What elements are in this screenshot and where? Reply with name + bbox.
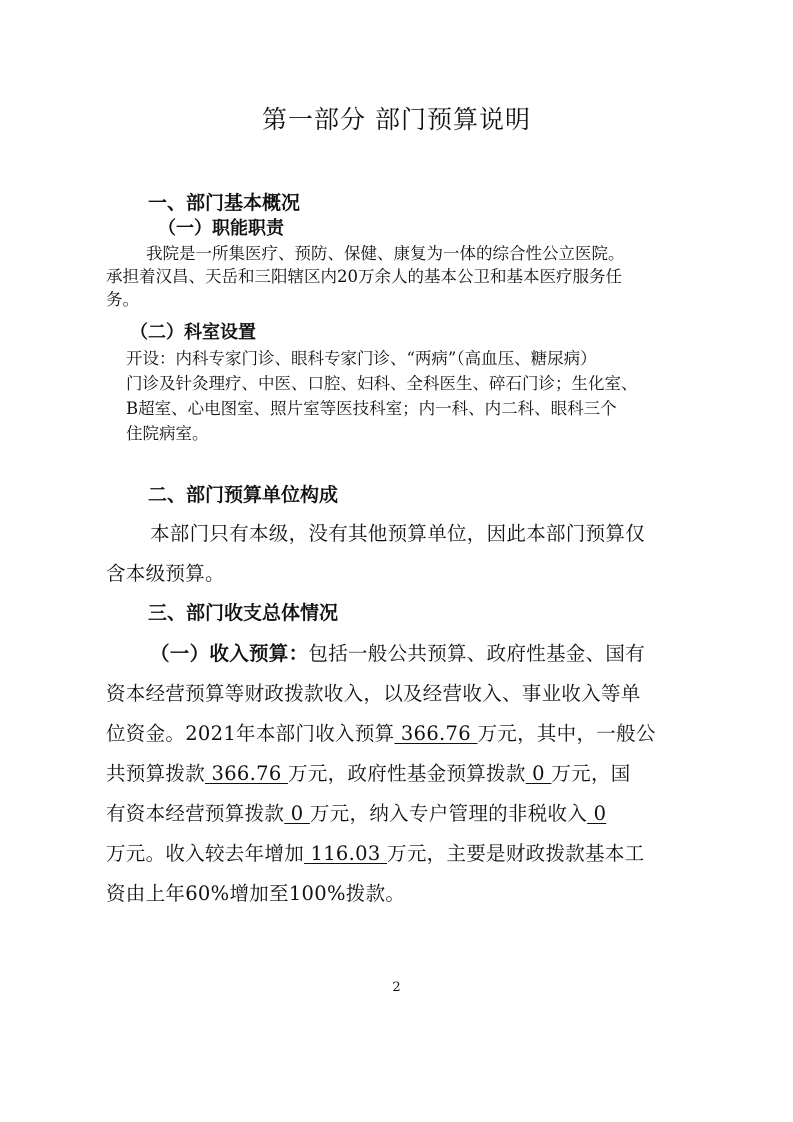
income-line-7: 资由上年60%增加至100%拨款。	[106, 882, 406, 905]
duties-line-3: 务。	[106, 290, 139, 309]
page-title: 第一部分 部门预算说明	[262, 105, 531, 134]
section-heading-3: 三、部门收支总体情况	[148, 602, 339, 624]
income-total: 366.76	[394, 722, 478, 745]
state-capital-amount: 0	[284, 802, 310, 825]
units-line-2: 含本级预算。	[106, 562, 225, 585]
general-budget-amount: 366.76	[205, 762, 289, 785]
page-number: 2	[392, 980, 401, 995]
section-heading-2: 二、部门预算单位构成	[148, 484, 339, 506]
income-line-1: （一）收入预算：包括一般公共预算、政府性基金、国有	[150, 642, 646, 665]
non-tax-amount: 0	[587, 802, 607, 825]
increase-amount: 116.03	[304, 842, 388, 865]
fund-budget-amount: 0	[525, 762, 552, 785]
units-line-1: 本部门只有本级，没有其他预算单位，因此本部门预算仅	[150, 522, 646, 545]
income-line-5: 有资本经营预算拨款 0 万元，纳入专户管理的非税收入 0	[106, 802, 607, 825]
subheading-departments: （二）科室设置	[130, 322, 256, 343]
subheading-duties: （一）职能职责	[158, 218, 284, 239]
duties-line-1: 我院是一所集医疗、预防、保健、康复为一体的综合性公立医院。	[146, 244, 625, 263]
income-line-3: 位资金。2021年本部门收入预算 366.76 万元，其中，一般公	[106, 722, 656, 745]
departments-line-1: 开设：内科专家门诊、眼科专家门诊、“两病”（高血压、糖尿病）	[126, 349, 597, 368]
departments-line-3: B超室、心电图室、照片室等医技科室；内一科、内二科、眼科三个	[126, 399, 617, 418]
section-heading-1: 一、部门基本概况	[148, 192, 301, 214]
departments-line-2: 门诊及针灸理疗、中医、口腔、妇科、全科医生、碎石门诊；生化室、	[126, 374, 638, 393]
income-label: （一）收入预算：	[150, 642, 309, 665]
income-line-4: 共预算拨款 366.76 万元，政府性基金预算拨款 0 万元，国	[106, 762, 631, 785]
duties-line-2: 承担着汉昌、天岳和三阳辖区内20万余人的基本公卫和基本医疗服务任	[106, 267, 622, 286]
income-line-6: 万元。收入较去年增加 116.03 万元，主要是财政拨款基本工	[106, 842, 645, 865]
income-line-2: 资本经营预算等财政拨款收入，以及经营收入、事业收入等单	[106, 682, 641, 705]
departments-line-4: 住院病室。	[126, 424, 209, 443]
